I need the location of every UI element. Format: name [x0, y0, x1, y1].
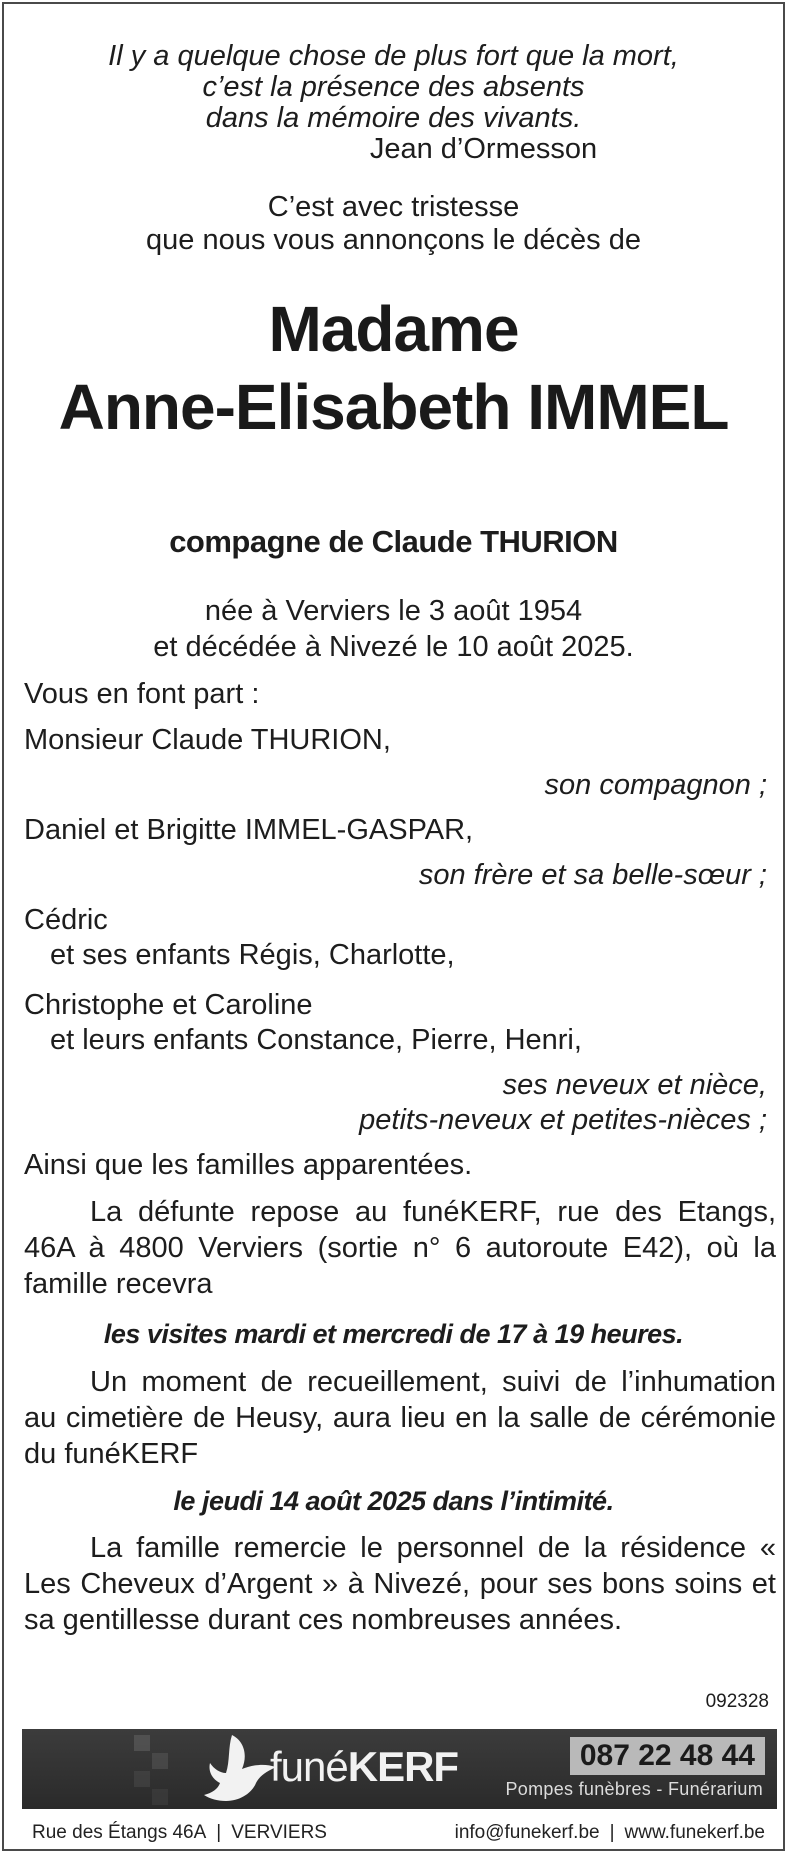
decor-square	[134, 1735, 150, 1751]
deceased-name: Anne-Elisabeth IMMEL	[58, 371, 729, 443]
reference-number: 092328	[705, 1691, 769, 1712]
family-member-3-children: et ses enfants Régis, Charlotte,	[50, 939, 455, 971]
birth-line: née à Verviers le 3 août 1954	[204, 595, 583, 627]
funeral-home-logo	[270, 1743, 458, 1791]
decor-square	[134, 1771, 150, 1787]
footer-contact	[455, 1822, 765, 1844]
dove-icon	[192, 1731, 282, 1807]
deceased-title: Madame	[268, 293, 519, 365]
death-line: et décédée à Nivezé le 10 août 2025.	[153, 631, 634, 663]
obituary-frame	[2, 2, 785, 1851]
address-text: Rue des Étangs 46A	[32, 1822, 207, 1843]
city-text: VERVIERS	[231, 1822, 327, 1843]
logo-bold-text: KERF	[347, 1743, 459, 1790]
quote-author: Jean d’Ormesson	[369, 133, 598, 165]
family-role-1: son compagnon ;	[544, 769, 767, 801]
ceremony-paragraph: Un moment de recueillement, suivi de l’inhumation au cimetière de Heusy, aura lieu en la salle de cérémonie du funéKERF	[24, 1366, 776, 1470]
decor-square	[152, 1789, 168, 1805]
family-role-3a: ses neveux et nièce,	[502, 1069, 767, 1101]
family-member-4-children: et leurs enfants Constance, Pierre, Henri,	[50, 1024, 582, 1056]
quote-line-1: Il y a quelque chose de plus fort que la mort,	[108, 40, 679, 72]
ceremony-date: le jeudi 14 août 2025 dans l’intimité.	[173, 1486, 614, 1516]
intro-line-1: C’est avec tristesse	[267, 191, 520, 223]
funeral-home-tagline: Pompes funèbres - Funérarium	[505, 1779, 763, 1799]
family-member-3: Cédric	[24, 904, 108, 936]
decor-square	[152, 1753, 168, 1769]
related-families: Ainsi que les familles apparentées.	[24, 1149, 473, 1181]
announce-text: Vous en font part :	[24, 678, 260, 710]
phone-number: 087 22 48 44	[570, 1737, 765, 1775]
repose-paragraph: La défunte repose au funéKERF, rue des Etangs, 46A à 4800 Verviers (sortie n° 6 autoroute E42), où la famille recevra	[24, 1196, 776, 1300]
quote-line-2: c’est la présence des absents	[202, 71, 585, 103]
family-member-1: Monsieur Claude THURION,	[24, 724, 391, 756]
separator: |	[609, 1822, 615, 1843]
family-member-2: Daniel et Brigitte IMMEL-GASPAR,	[24, 814, 474, 846]
logo-light-text: funé	[270, 1743, 348, 1790]
thanks-paragraph: La famille remercie le personnel de la résidence « Les Cheveux d’Argent » à Nivezé, pour ses bons soins et sa gentillesse durant ces nombreuses années.	[24, 1532, 776, 1636]
family-role-3b: petits-neveux et petites-nièces ;	[359, 1104, 767, 1136]
deceased-relation: compagne de Claude THURION	[169, 524, 618, 559]
intro-line-2: que nous vous annonçons le décès de	[146, 224, 641, 256]
separator: |	[216, 1822, 222, 1843]
visits-line: les visites mardi et mercredi de 17 à 19 heures.	[103, 1319, 684, 1349]
footer-address	[32, 1822, 327, 1844]
website-link[interactable]: www.funekerf.be	[624, 1822, 765, 1843]
quote-line-3: dans la mémoire des vivants.	[205, 102, 582, 134]
family-member-4: Christophe et Caroline	[24, 989, 313, 1021]
funeral-home-banner	[22, 1729, 777, 1809]
email-link[interactable]: info@funekerf.be	[454, 1822, 600, 1843]
family-role-2: son frère et sa belle-sœur ;	[418, 859, 767, 891]
